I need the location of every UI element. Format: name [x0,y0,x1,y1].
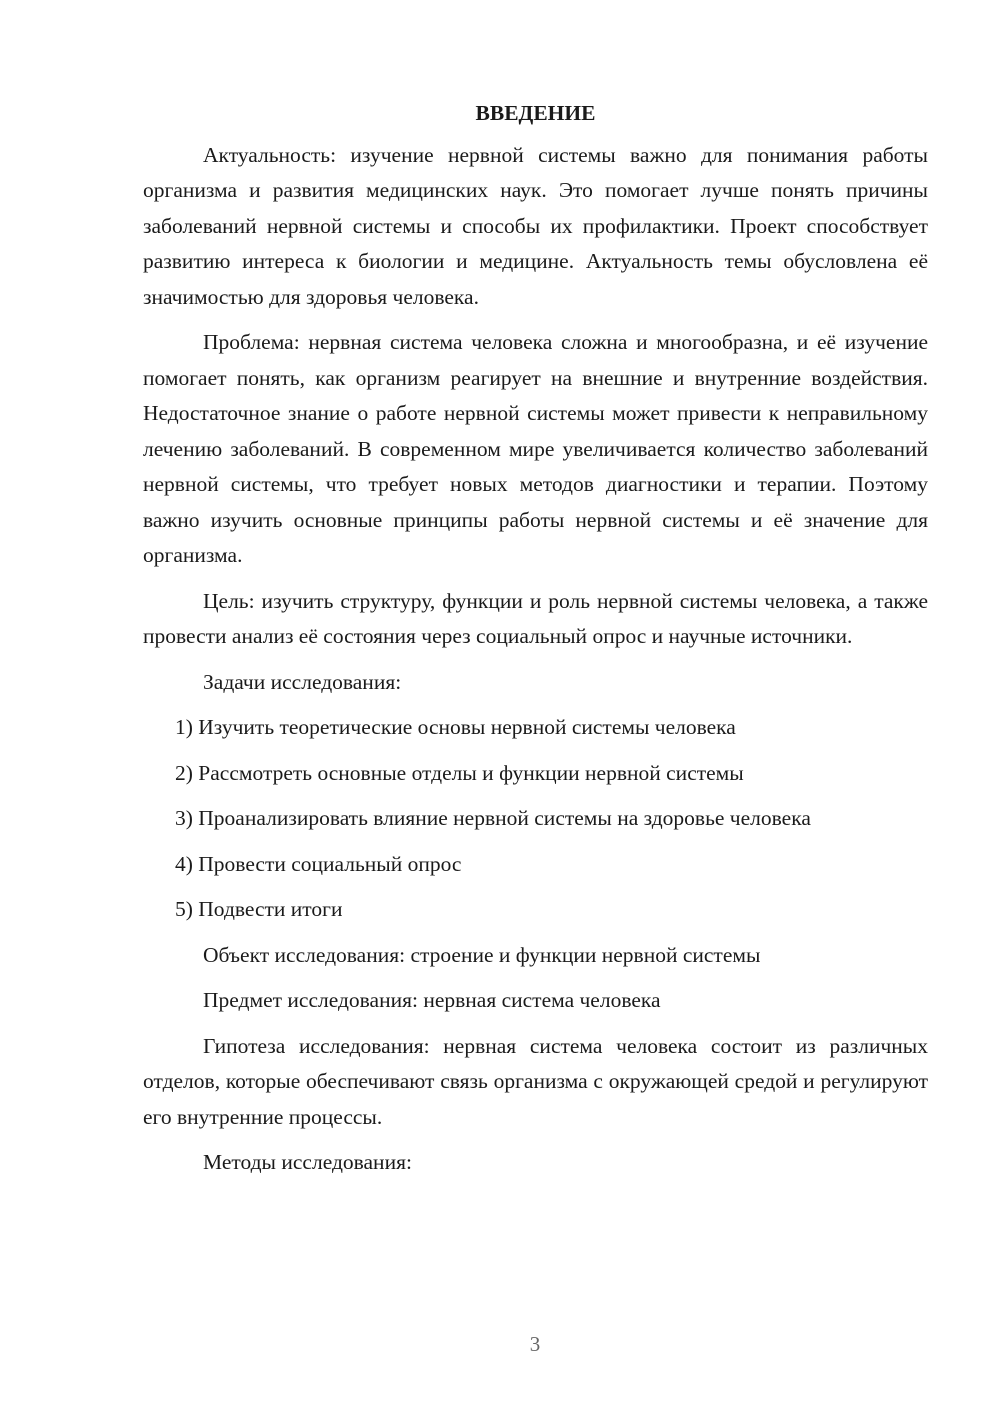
goal-paragraph: Цель: изучить структуру, функции и роль нервной системы человека, а также провести анализ её состояния через социальный опрос и научные источники. [143,588,928,648]
task-item: 5) Подвести итоги [175,897,343,921]
hypothesis-paragraph: Гипотеза исследования: нервная система человека состоит из различных отделов, которые обеспечивают связь организма с окружающей средой и регулируют его внутренние процессы. [143,1033,928,1129]
relevance-paragraph: Актуальность: изучение нервной системы важно для понимания работы организма и развития медицинских наук. Это помогает лучше понять причины заболеваний нервной системы и способы их профилактики. Проект способствует развитию интереса к биологии и медицине. Актуальность темы обусловлена её значимостью для здоровья человека. [143,142,928,309]
task-item: 2) Рассмотреть основные отделы и функции нервной системы [175,760,744,785]
object-paragraph: Объект исследования: строение и функции нервной системы [203,942,761,967]
page-content [143,96,928,1191]
subject-paragraph: Предмет исследования: нервная система человека [203,988,661,1012]
page-title: ВВЕДЕНИЕ [475,101,596,125]
tasks-heading: Задачи исследования: [203,669,402,694]
problem-paragraph: Проблема: нервная система человека сложна и многообразна, и её изучение помогает понять, как организм реагирует на внешние и внутренние воздействия. Недостаточное знание о работе нервной системы может привести к неправильному лечению заболеваний. В современном мире увеличивается количество заболеваний нервной системы, что требует новых методов диагностики и терапии. Поэтому важно изучить основные принципы работы нервной системы и её значение для организма. [143,330,928,567]
methods-heading: Методы исследования: [203,1150,412,1174]
task-item: 4) Провести социальный опрос [175,851,462,876]
tasks-list [143,710,928,928]
task-item: 3) Проанализировать влияние нервной системы на здоровье человека [175,806,811,830]
task-item: 1) Изучить теоретические основы нервной системы человека [175,715,736,739]
page-number: 3 [529,1332,541,1356]
